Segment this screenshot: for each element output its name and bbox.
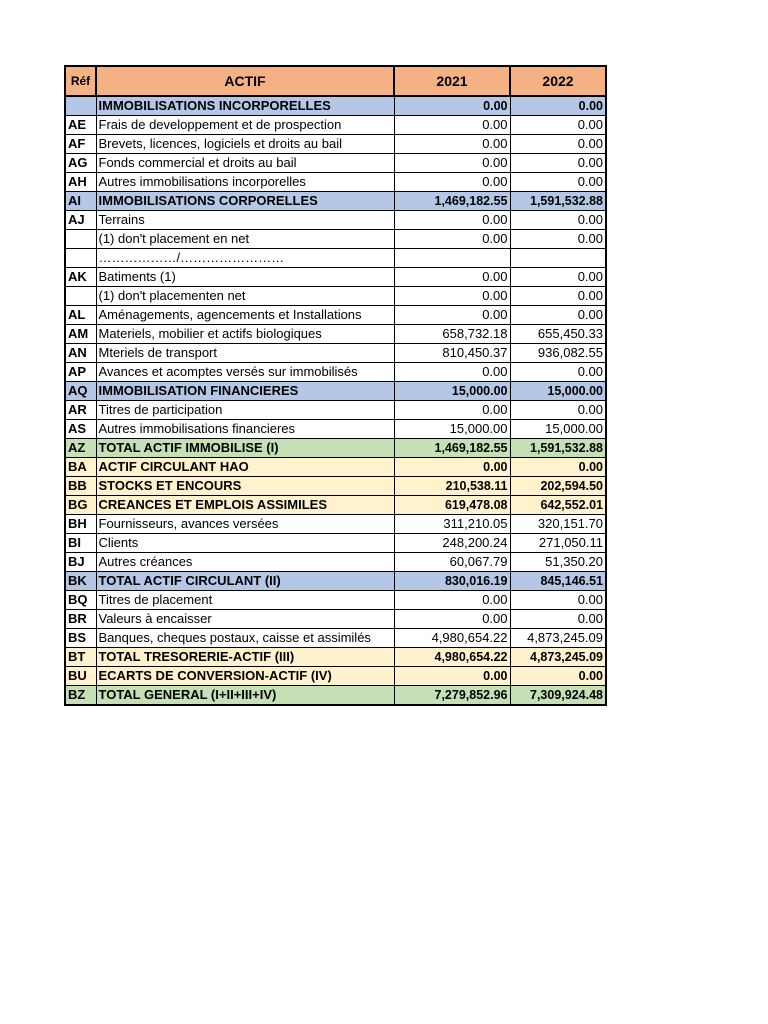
row-label: Banques, cheques postaux, caisse et assimilés	[96, 629, 394, 648]
row-ref: BS	[65, 629, 96, 648]
row-value-2022: 1,591,532.88	[510, 192, 606, 211]
table-row	[65, 363, 606, 382]
table-row	[65, 192, 606, 211]
row-label: CREANCES ET EMPLOIS ASSIMILES	[96, 496, 394, 515]
row-value-2021: 0.00	[394, 667, 510, 686]
row-ref: AJ	[65, 211, 96, 230]
row-value-2022: 0.00	[510, 268, 606, 287]
row-ref	[65, 249, 96, 268]
row-value-2021: 830,016.19	[394, 572, 510, 591]
row-ref: AP	[65, 363, 96, 382]
table-row	[65, 382, 606, 401]
row-label: Terrains	[96, 211, 394, 230]
row-ref: BA	[65, 458, 96, 477]
row-value-2021: 0.00	[394, 116, 510, 135]
row-value-2022: 0.00	[510, 154, 606, 173]
row-value-2021: 0.00	[394, 211, 510, 230]
table-row	[65, 249, 606, 268]
table-row	[65, 667, 606, 686]
row-value-2021: 0.00	[394, 363, 510, 382]
row-value-2021: 0.00	[394, 230, 510, 249]
row-ref: AE	[65, 116, 96, 135]
row-label: IMMOBILISATIONS CORPORELLES	[96, 192, 394, 211]
row-ref: BK	[65, 572, 96, 591]
table-row	[65, 515, 606, 534]
row-value-2021: 0.00	[394, 401, 510, 420]
row-value-2021: 0.00	[394, 268, 510, 287]
row-ref: AF	[65, 135, 96, 154]
table-row	[65, 116, 606, 135]
header-row	[65, 66, 606, 96]
table-row	[65, 553, 606, 572]
row-label: Brevets, licences, logiciels et droits au bail	[96, 135, 394, 154]
row-ref: BR	[65, 610, 96, 629]
row-label: Materiels, mobilier et actifs biologiques	[96, 325, 394, 344]
row-value-2021: 15,000.00	[394, 382, 510, 401]
row-label: Valeurs à encaisser	[96, 610, 394, 629]
table-row	[65, 496, 606, 515]
row-value-2022: 7,309,924.48	[510, 686, 606, 706]
row-value-2021: 1,469,182.55	[394, 439, 510, 458]
row-value-2021: 0.00	[394, 610, 510, 629]
row-label: TOTAL GENERAL (I+II+III+IV)	[96, 686, 394, 706]
row-label: TOTAL ACTIF IMMOBILISE (I)	[96, 439, 394, 458]
table-row	[65, 477, 606, 496]
table-row	[65, 591, 606, 610]
row-value-2021: 15,000.00	[394, 420, 510, 439]
row-value-2021: 810,450.37	[394, 344, 510, 363]
table-row	[65, 344, 606, 363]
row-ref: AM	[65, 325, 96, 344]
table-row	[65, 572, 606, 591]
row-label: IMMOBILISATIONS INCORPORELLES	[96, 96, 394, 116]
row-label: Batiments (1)	[96, 268, 394, 287]
row-value-2021: 0.00	[394, 306, 510, 325]
row-ref: BU	[65, 667, 96, 686]
row-value-2022: 0.00	[510, 591, 606, 610]
row-value-2021	[394, 249, 510, 268]
row-value-2022: 936,082.55	[510, 344, 606, 363]
table-row	[65, 401, 606, 420]
row-value-2022: 0.00	[510, 610, 606, 629]
row-label: (1) don't placement en net	[96, 230, 394, 249]
row-ref: BQ	[65, 591, 96, 610]
row-value-2021: 0.00	[394, 287, 510, 306]
row-value-2022: 51,350.20	[510, 553, 606, 572]
row-value-2022: 0.00	[510, 116, 606, 135]
row-value-2022: 655,450.33	[510, 325, 606, 344]
table-row	[65, 268, 606, 287]
row-value-2021: 0.00	[394, 458, 510, 477]
row-ref: AN	[65, 344, 96, 363]
table-row	[65, 230, 606, 249]
row-ref: BH	[65, 515, 96, 534]
row-value-2022: 0.00	[510, 173, 606, 192]
row-ref: AZ	[65, 439, 96, 458]
header-actif: ACTIF	[96, 66, 394, 96]
row-ref: AI	[65, 192, 96, 211]
row-label: Avances et acomptes versés sur immobilisés	[96, 363, 394, 382]
row-label: TOTAL TRESORERIE-ACTIF (III)	[96, 648, 394, 667]
table-row	[65, 420, 606, 439]
row-value-2021: 0.00	[394, 96, 510, 116]
row-value-2022: 15,000.00	[510, 420, 606, 439]
row-label: (1) don't placementen net	[96, 287, 394, 306]
row-label: Autres immobilisations incorporelles	[96, 173, 394, 192]
row-label: Autres créances	[96, 553, 394, 572]
row-value-2022: 642,552.01	[510, 496, 606, 515]
table-body	[65, 96, 606, 705]
table-row	[65, 173, 606, 192]
row-ref: AK	[65, 268, 96, 287]
row-value-2021: 60,067.79	[394, 553, 510, 572]
row-label: Titres de participation	[96, 401, 394, 420]
row-value-2021: 1,469,182.55	[394, 192, 510, 211]
table-row	[65, 439, 606, 458]
row-value-2022	[510, 249, 606, 268]
row-ref: BJ	[65, 553, 96, 572]
row-value-2022: 4,873,245.09	[510, 648, 606, 667]
row-label: Frais de developpement et de prospection	[96, 116, 394, 135]
row-value-2022: 271,050.11	[510, 534, 606, 553]
table-row	[65, 287, 606, 306]
row-value-2021: 0.00	[394, 173, 510, 192]
row-label: Titres de placement	[96, 591, 394, 610]
row-ref: AG	[65, 154, 96, 173]
row-ref: BZ	[65, 686, 96, 706]
row-value-2021: 619,478.08	[394, 496, 510, 515]
row-ref: AH	[65, 173, 96, 192]
header-ref: Réf	[65, 66, 96, 96]
row-label: Aménagements, agencements et Installations	[96, 306, 394, 325]
row-value-2021: 210,538.11	[394, 477, 510, 496]
actif-balance-table	[64, 65, 607, 706]
row-value-2022: 0.00	[510, 135, 606, 154]
row-value-2021: 248,200.24	[394, 534, 510, 553]
row-value-2021: 0.00	[394, 591, 510, 610]
row-value-2021: 7,279,852.96	[394, 686, 510, 706]
row-ref	[65, 230, 96, 249]
row-ref	[65, 287, 96, 306]
row-value-2022: 0.00	[510, 287, 606, 306]
table-row	[65, 211, 606, 230]
row-value-2022: 320,151.70	[510, 515, 606, 534]
row-value-2022: 0.00	[510, 458, 606, 477]
row-label: Mteriels de transport	[96, 344, 394, 363]
row-value-2022: 202,594.50	[510, 477, 606, 496]
row-value-2021: 311,210.05	[394, 515, 510, 534]
row-value-2022: 0.00	[510, 401, 606, 420]
row-value-2022: 4,873,245.09	[510, 629, 606, 648]
row-ref: AR	[65, 401, 96, 420]
row-label: Fournisseurs, avances versées	[96, 515, 394, 534]
row-value-2021: 658,732.18	[394, 325, 510, 344]
table-row	[65, 154, 606, 173]
table-row	[65, 686, 606, 706]
row-value-2022: 0.00	[510, 306, 606, 325]
row-value-2022: 0.00	[510, 667, 606, 686]
row-value-2021: 0.00	[394, 135, 510, 154]
row-ref	[65, 96, 96, 116]
row-value-2021: 4,980,654.22	[394, 648, 510, 667]
row-label: ECARTS DE CONVERSION-ACTIF (IV)	[96, 667, 394, 686]
row-value-2021: 0.00	[394, 154, 510, 173]
table-row	[65, 325, 606, 344]
table-row	[65, 534, 606, 553]
header-year-2021: 2021	[394, 66, 510, 96]
table-row	[65, 135, 606, 154]
row-label: ………………/……………………	[96, 249, 394, 268]
row-label: Autres immobilisations financieres	[96, 420, 394, 439]
table-row	[65, 306, 606, 325]
table-row	[65, 96, 606, 116]
row-value-2022: 0.00	[510, 230, 606, 249]
table-row	[65, 648, 606, 667]
row-ref: BI	[65, 534, 96, 553]
row-ref: AS	[65, 420, 96, 439]
row-value-2022: 0.00	[510, 211, 606, 230]
table-row	[65, 629, 606, 648]
row-value-2022: 0.00	[510, 96, 606, 116]
table-row	[65, 610, 606, 629]
row-ref: AL	[65, 306, 96, 325]
row-label: TOTAL ACTIF CIRCULANT (II)	[96, 572, 394, 591]
row-ref: BB	[65, 477, 96, 496]
row-label: Fonds commercial et droits au bail	[96, 154, 394, 173]
row-ref: BT	[65, 648, 96, 667]
row-label: Clients	[96, 534, 394, 553]
row-label: STOCKS ET ENCOURS	[96, 477, 394, 496]
row-value-2022: 0.00	[510, 363, 606, 382]
row-label: ACTIF CIRCULANT HAO	[96, 458, 394, 477]
row-ref: AQ	[65, 382, 96, 401]
row-ref: BG	[65, 496, 96, 515]
row-value-2022: 845,146.51	[510, 572, 606, 591]
row-value-2021: 4,980,654.22	[394, 629, 510, 648]
header-year-2022: 2022	[510, 66, 606, 96]
table-row	[65, 458, 606, 477]
row-label: IMMOBILISATION FINANCIERES	[96, 382, 394, 401]
row-value-2022: 1,591,532.88	[510, 439, 606, 458]
row-value-2022: 15,000.00	[510, 382, 606, 401]
